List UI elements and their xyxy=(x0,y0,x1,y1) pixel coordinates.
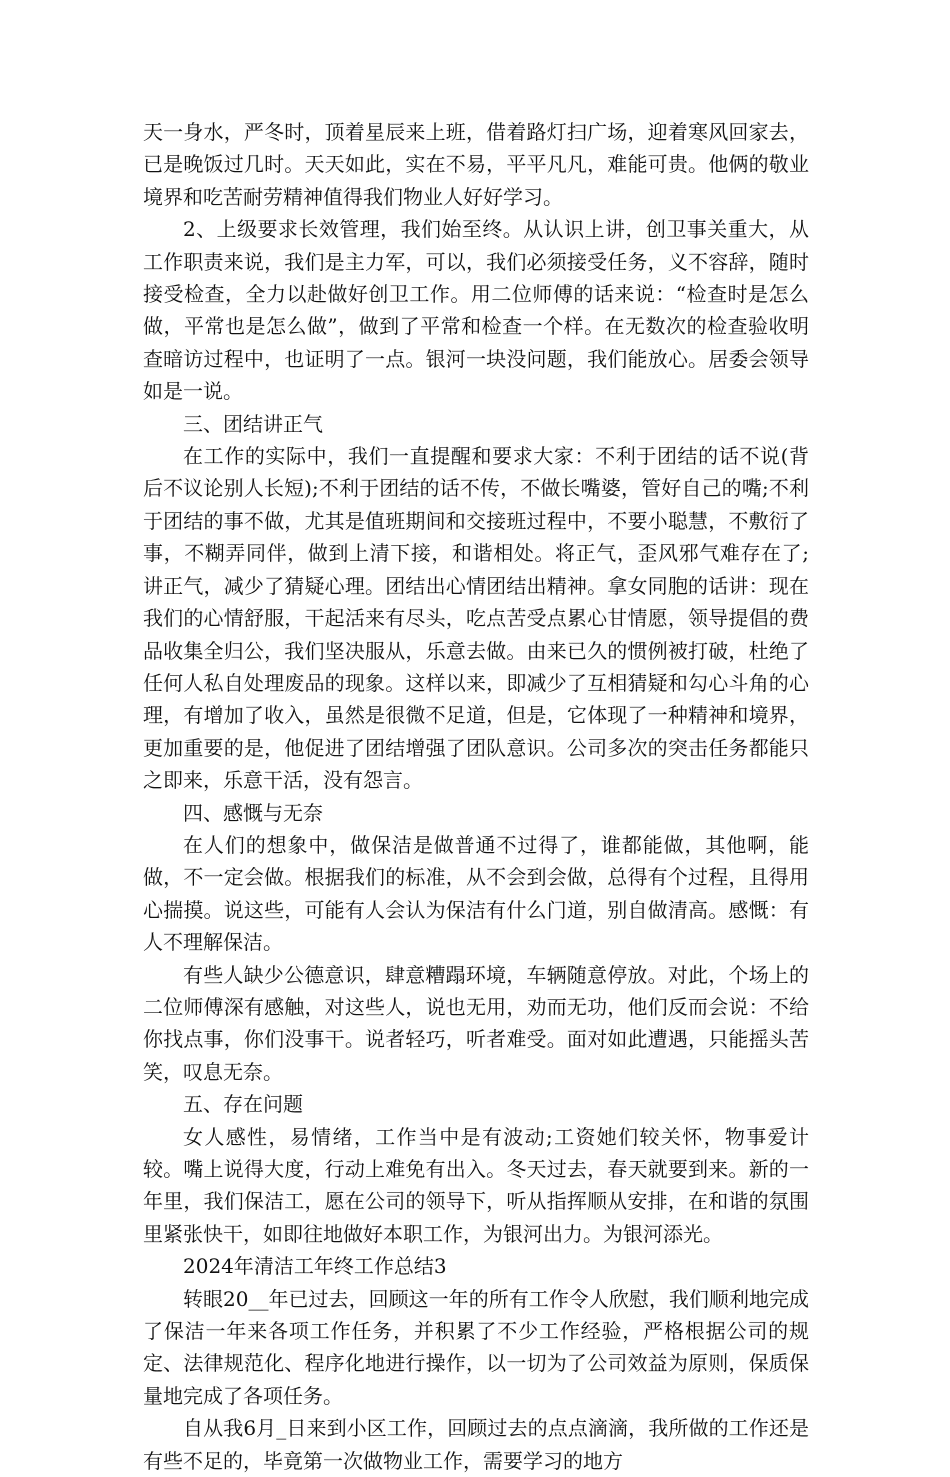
section-heading-unity: 三、团结讲正气 xyxy=(183,411,323,436)
paragraph-problems: 女人感性，易情绪，工作当中是有波动;工资她们较关怀，物事爱计较。嘴上说得大度，行动上难免有出入。冬天过去，春天就要到来。新的一年里，我们保洁工，愿在公司的领导下，听从指挥顺从安排，在和谐的氛围里紧张快干，如即往地做好本职工作，为银河出力。为银河添光。 xyxy=(143,1124,809,1246)
paragraph-summary-review: 自从我6月_日来到小区工作，回顾过去的点点滴滴，我所做的工作还是有些不足的，毕竟第一次做物业工作，需要学习的地方 xyxy=(143,1416,809,1473)
paragraph-long-term-management: 2、上级要求长效管理，我们始至终。从认识上讲，创卫事关重大，从工作职责来说，我们是主力军，可以，我们必须接受任务，义不容辞，随时接受检查，全力以赴做好创卫工作。用二位师傅的话来说：“检查时是怎么做，平常也是怎么做”，做到了平常和检查一个样。在无数次的检查验收明查暗访过程中，也证明了一点。银河一块没问题，我们能放心。居委会领导如是一说。 xyxy=(143,217,809,404)
paragraph-summary-intro: 转眼20__年已过去，回顾这一年的所有工作令人欣慰，我们顺利地完成了保洁一年来各项工作任务，并积累了不少工作经验，严格根据公司的规定、法律规范化、程序化地进行操作，以一切为了公司效益为原则，保质保量地完成了各项任务。 xyxy=(143,1286,809,1408)
document-body xyxy=(143,116,809,1477)
document-subtitle-summary-3: 2024年清洁工年终工作总结3 xyxy=(183,1254,447,1279)
section-heading-problems: 五、存在问题 xyxy=(183,1092,303,1117)
paragraph-unity: 在工作的实际中，我们一直提醒和要求大家：不利于团结的话不说(背后不议论别人长短);不利于团结的话不传，不做长嘴婆，管好自己的嘴;不利于团结的事不做，尤其是值班期间和交接班过程中，不要小聪慧，不敷衍了事，不糊弄同伴，做到上清下接，和谐相处。将正气，歪风邪气难存在了;讲正气，减少了猜疑心理。团结出心情团结出精神。拿女同胞的话讲：现在我们的心情舒服，干起活来有尽头，吃点苦受点累心甘情愿，领导提倡的费品收集全归公，我们坚决服从，乐意去做。由来已久的惯例被打破，杜绝了任何人私自处理废品的现象。这样以来，即减少了互相猜疑和勾心斗角的心理，有增加了收入，虽然是很微不足道，但是，它体现了一种精神和境界，更加重要的是，他促进了团结增强了团队意识。公司多次的突击任务都能只之即来，乐意干活，没有怨言。 xyxy=(143,444,809,793)
section-heading-feelings: 四、感慨与无奈 xyxy=(183,800,323,825)
paragraph-feelings-1: 在人们的想象中，做保洁是做普通不过得了，谁都能做，其他啊，能做，不一定会做。根据我们的标准，从不会到会做，总得有个过程，且得用心揣摸。说这些，可能有人会认为保洁有什么门道，别自做清高。感慨：有人不理解保洁。 xyxy=(143,832,809,955)
paragraph-feelings-2: 有些人缺少公德意识，肆意糟蹋环境，车辆随意停放。对此，个场上的二位师傅深有感触，对这些人，说也无用，劝而无功，他们反而会说：不给你找点事，你们没事干。说者轻巧，听者难受。面对如此遭遇，只能摇头苦笑，叹息无奈。 xyxy=(143,962,809,1084)
paragraph-continuation: 天一身水，严冬时，顶着星辰来上班，借着路灯扫广场，迎着寒风回家去，已是晚饭过几时。天天如此，实在不易，平平凡凡，难能可贵。他俩的敬业境界和吃苦耐劳精神值得我们物业人好好学习。 xyxy=(143,120,809,209)
